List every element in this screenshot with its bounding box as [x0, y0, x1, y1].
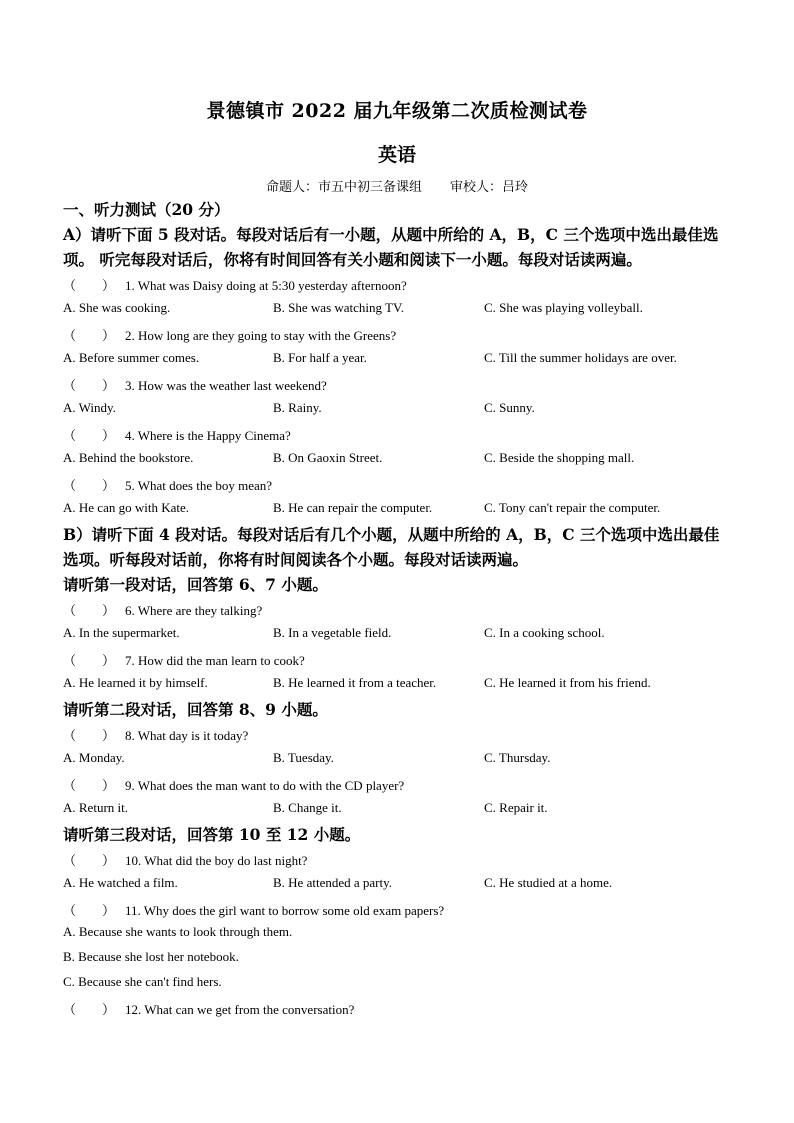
option-b: B. Change it.	[273, 800, 342, 815]
dialog-1-heading: 请听第一段对话，回答第 6、7 小题。	[63, 575, 328, 594]
dialog-2-heading: 请听第二段对话，回答第 8、9 小题。	[63, 700, 328, 719]
answer-blank[interactable]: （ ）	[63, 478, 116, 493]
option-c: C. In a cooking school.	[484, 625, 605, 640]
option-c: C. Till the summer holidays are over.	[484, 350, 677, 365]
dialog-3-heading: 请听第三段对话，回答第 10 至 12 小题。	[63, 825, 361, 844]
option-a: A. He watched a film.	[63, 875, 178, 890]
option-b: B. He can repair the computer.	[273, 500, 433, 515]
option-c: C. Thursday.	[484, 750, 551, 765]
option-b: B. Rainy.	[273, 400, 322, 415]
option-c: C. Repair it.	[484, 800, 548, 815]
option-c: C. He studied at a home.	[484, 875, 613, 890]
option-a: A. Return it.	[63, 800, 128, 815]
option-c: C. Beside the shopping mall.	[484, 450, 635, 465]
option-b: B. She was watching TV.	[273, 300, 404, 315]
question-12: （ ） 12. What can we get from the conversation?	[63, 999, 354, 1018]
option-b: B. For half a year.	[273, 350, 367, 365]
option-a: A. He learned it by himself.	[63, 675, 208, 690]
question-2: （ ） 2. How long are they going to stay with the Greens?	[63, 325, 396, 344]
question-9: （ ） 9. What does the man want to do with the CD player?	[63, 775, 404, 794]
question-5: （ ） 5. What does the boy mean?	[63, 475, 272, 494]
setter-label: 命题人：市五中初三备课组	[265, 180, 422, 195]
option-a: A. She was cooking.	[63, 300, 171, 315]
part-a-instruction-2: 项。 听完每段对话后，你将有时间回答有关小题和阅读下一小题。每段对话读两遍。	[63, 250, 642, 269]
option-a: A. He can go with Kate.	[63, 500, 189, 515]
question-1: （ ） 1. What was Daisy doing at 5:30 yesterday afternoon?	[63, 275, 407, 294]
section-heading: 一、听力测试（20 分）	[63, 200, 230, 219]
answer-blank[interactable]: （ ）	[63, 328, 116, 343]
answer-blank[interactable]: （ ）	[63, 778, 116, 793]
question-7: （ ） 7. How did the man learn to cook?	[63, 650, 305, 669]
question-6: （ ） 6. Where are they talking?	[63, 600, 262, 619]
option-c: C. Tony can't repair the computer.	[484, 500, 661, 515]
question-11: （ ） 11. Why does the girl want to borrow some old exam papers?	[63, 900, 444, 919]
part-b-instruction-1: B）请听下面 4 段对话。每段对话后有几个小题，从题中所给的 A，B，C 三个选项中选出最佳	[63, 525, 720, 544]
option-b: B. Tuesday.	[273, 750, 334, 765]
question-3: （ ） 3. How was the weather last weekend?	[63, 375, 327, 394]
part-a-instruction-1: A）请听下面 5 段对话。每段对话后有一小题，从题中所给的 A，B，C 三个选项中选出最佳选	[63, 225, 719, 244]
option-a: A. Because she wants to look through them.	[63, 924, 293, 939]
exam-title: 景德镇市 2022 届九年级第二次质检测试卷	[206, 100, 588, 122]
part-b-instruction-2: 选项。听每段对话前，你将有时间阅读各个小题。每段对话读两遍。	[63, 550, 529, 569]
question-10: （ ） 10. What did the boy do last night?	[63, 850, 307, 869]
option-c: C. Sunny.	[484, 400, 535, 415]
answer-blank[interactable]: （ ）	[63, 1002, 116, 1017]
option-c: C. She was playing volleyball.	[484, 300, 643, 315]
option-a: A. Behind the bookstore.	[63, 450, 194, 465]
question-4: （ ） 4. Where is the Happy Cinema?	[63, 425, 291, 444]
option-b: B. He learned it from a teacher.	[273, 675, 437, 690]
answer-blank[interactable]: （ ）	[63, 428, 116, 443]
question-8: （ ） 8. What day is it today?	[63, 725, 248, 744]
option-c: C. He learned it from his friend.	[484, 675, 651, 690]
reviewer-label: 审校人：吕玲	[450, 180, 529, 195]
answer-blank[interactable]: （ ）	[63, 378, 116, 393]
answer-blank[interactable]: （ ）	[63, 278, 116, 293]
option-b: B. Because she lost her notebook.	[63, 949, 239, 964]
answer-blank[interactable]: （ ）	[63, 903, 116, 918]
option-a: A. In the supermarket.	[63, 625, 180, 640]
option-b: B. He attended a party.	[273, 875, 392, 890]
answer-blank[interactable]: （ ）	[63, 853, 116, 868]
option-b: B. In a vegetable field.	[273, 625, 392, 640]
answer-blank[interactable]: （ ）	[63, 728, 116, 743]
exam-subject: 英语	[377, 144, 416, 166]
option-c: C. Because she can't find hers.	[63, 974, 222, 989]
answer-blank[interactable]: （ ）	[63, 603, 116, 618]
option-b: B. On Gaoxin Street.	[273, 450, 383, 465]
author-line	[0, 176, 794, 195]
option-a: A. Before summer comes.	[63, 350, 200, 365]
option-a: A. Windy.	[63, 400, 116, 415]
option-a: A. Monday.	[63, 750, 125, 765]
answer-blank[interactable]: （ ）	[63, 653, 116, 668]
